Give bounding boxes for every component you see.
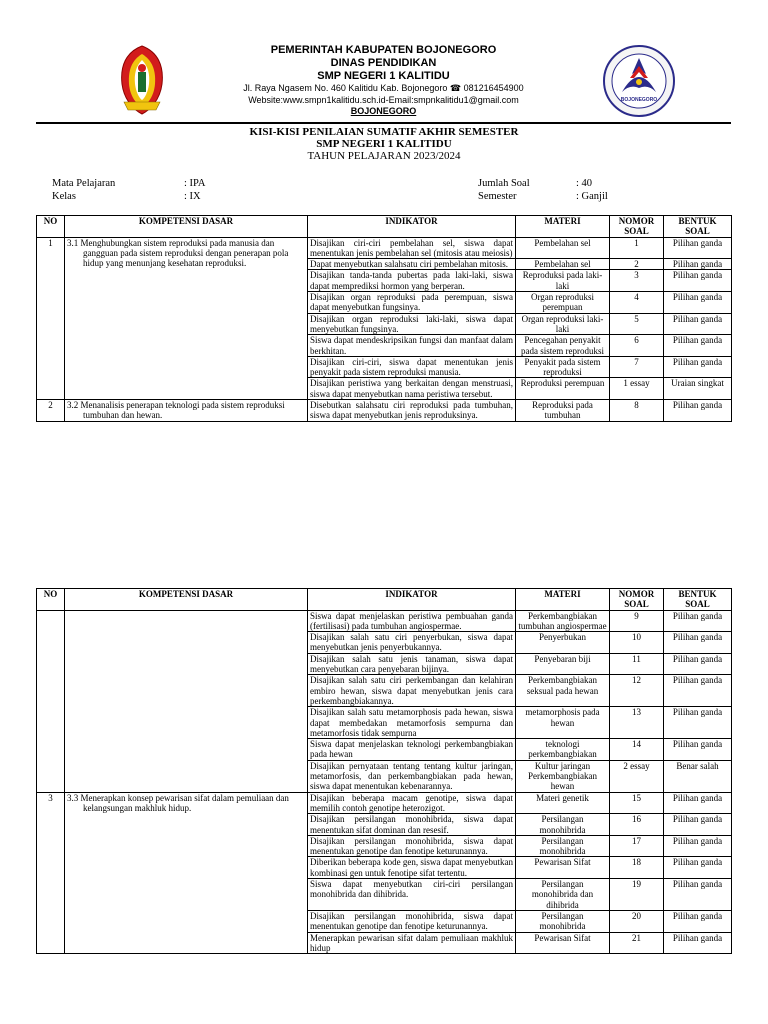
indicator-cell: Disajikan beberapa macam genotipe, siswa dapat memilih contoh genotipe heterozigot. [308, 792, 516, 814]
class-label: Kelas [52, 190, 76, 202]
competency-text: 3.1 Menghubungkan sistem reproduksi pada manusia dan gangguan pada sistem reproduksi dengan penerapan pola hidup yang menunjang kesehatan reproduksi. [67, 237, 289, 269]
material-cell: Persilangan monohibrida [516, 910, 610, 932]
material-cell: metamorphosis pada hewan [516, 707, 610, 739]
question-number-cell: 21 [610, 932, 664, 954]
indicator-cell: Dapat menyebutkan salahsatu ciri pembelahan mitosis. [308, 259, 516, 270]
material-cell: teknologi perkembangbiakan [516, 739, 610, 761]
question-number-cell: 1 [610, 237, 664, 259]
document-title [0, 126, 768, 162]
competency-cell [65, 237, 308, 399]
title-line-2: SMP NEGERI 1 KALITIDU [316, 138, 452, 150]
header-question-number: NOMOR SOAL [610, 216, 664, 238]
subject-value: : IPA [184, 178, 206, 189]
row-number-cell: 3 [37, 792, 65, 953]
indicator-cell: Disajikan peristiwa yang berkaitan dengan menstruasi, siswa dapat menyebutkan nama peristiwa tersebut. [308, 378, 516, 400]
indicator-cell: Siswa dapat menjelaskan teknologi perkembangbiakan pada hewan [308, 739, 516, 761]
table-row [37, 400, 732, 422]
indicator-cell: Disajikan ciri-ciri, siswa dapat menentukan jenis penyakit pada sistem reproduksi manusia. [308, 356, 516, 378]
material-cell: Perkembangbiakan tumbuhan angiospermae [516, 610, 610, 632]
question-type-cell: Pilihan ganda [664, 675, 732, 707]
indicator-cell: Siswa dapat mendeskripsikan fungsi dan manfaat dalam berkhitan. [308, 335, 516, 357]
material-cell: Reproduksi pada tumbuhan [516, 400, 610, 422]
indicator-cell: Disajikan salah satu jenis tanaman, siswa dapat menyebutkan cara penyebaran bijinya. [308, 653, 516, 675]
question-type-cell: Pilihan ganda [664, 270, 732, 292]
indicator-cell: Disebutkan salahsatu ciri reproduksi pada tumbuhan, siswa dapat menyebutkan jenis reproduksinya. [308, 400, 516, 422]
question-number-cell: 15 [610, 792, 664, 814]
material-cell: Pembelahan sel [516, 237, 610, 259]
question-number-cell: 20 [610, 910, 664, 932]
title-line-1: KISI-KISI PENILAIAN SUMATIF AKHIR SEMESTER [249, 126, 519, 138]
row-number-cell [37, 610, 65, 792]
header-material: MATERI [516, 216, 610, 238]
material-cell: Persilangan monohibrida [516, 835, 610, 857]
material-cell: Pewarisan Sifat [516, 932, 610, 954]
school-contact: Website:www.smpn1kalitidu.sch.id-Email:smpnkalitidu1@gmail.com [248, 94, 519, 105]
question-type-cell: Pilihan ganda [664, 632, 732, 654]
question-type-cell: Benar salah [664, 760, 732, 792]
indicator-cell: Disajikan ciri-ciri pembelahan sel, siswa dapat menentukan jenis pembelahan sel (mitosis atau meiosis) [308, 237, 516, 259]
question-number-cell: 2 [610, 259, 664, 270]
question-type-cell: Pilihan ganda [664, 857, 732, 879]
indicator-cell: Siswa dapat menyebutkan ciri-ciri persilangan monohibrida dan dihibrida. [308, 879, 516, 911]
letterhead [36, 40, 731, 122]
subject-label: Mata Pelajaran [52, 178, 116, 189]
indicator-cell: Disajikan persilangan monohibrida, siswa dapat menentukan genotipe dan fenotipe keturunannya. [308, 910, 516, 932]
school-name: SMP NEGERI 1 KALITIDU [317, 70, 450, 82]
question-type-cell: Pilihan ganda [664, 932, 732, 954]
question-number-cell: 4 [610, 292, 664, 314]
question-number-cell: 10 [610, 632, 664, 654]
letterhead-divider [36, 122, 731, 124]
indicator-cell: Disajikan organ reproduksi laki-laki, siswa dapat menyebutkan fungsinya. [308, 313, 516, 335]
indicator-cell: Disajikan salah satu metamorphosis pada hewan, siswa dapat membedakan metamorfosis sempurna dan metamorfosis tidak sempurna [308, 707, 516, 739]
competency-cell [65, 610, 308, 792]
indicator-cell: Diberikan beberapa kode gen, siswa dapat menyebutkan kombinasi gen untuk fenotipe sifat tertentu. [308, 857, 516, 879]
indicator-cell: Disajikan persilangan monohibrida, siswa dapat menentukan genotipe dan fenotipe keturunannya. [308, 835, 516, 857]
indicator-cell: Disajikan salah satu ciri penyerbukan, siswa dapat menyebutkan jenis penyerbukannya. [308, 632, 516, 654]
question-type-cell: Pilihan ganda [664, 653, 732, 675]
competency-text: 3.2 Menanalisis penerapan teknologi pada sistem reproduksi tumbuhan dan hewan. [67, 400, 285, 421]
header-kd: KOMPETENSI DASAR [65, 216, 308, 238]
question-type-cell: Uraian singkat [664, 378, 732, 400]
material-cell: Pembelahan sel [516, 259, 610, 270]
question-number-cell: 1 essay [610, 378, 664, 400]
semester-value: : Ganjil [576, 190, 608, 202]
school-city: BOJONEGORO [350, 106, 417, 116]
question-type-cell: Pilihan ganda [664, 610, 732, 632]
material-cell: Penyebaran biji [516, 653, 610, 675]
question-type-cell: Pilihan ganda [664, 739, 732, 761]
material-cell: Penyerbukan [516, 632, 610, 654]
material-cell: Organ reproduksi perempuan [516, 292, 610, 314]
question-type-cell: Pilihan ganda [664, 237, 732, 259]
indicator-cell: Disajikan organ reproduksi pada perempuan, siswa dapat menyebutkan fungsinya. [308, 292, 516, 314]
material-cell: Pewarisan Sifat [516, 857, 610, 879]
material-cell: Materi genetik [516, 792, 610, 814]
table-header-row [37, 589, 732, 611]
header-no: NO [37, 216, 65, 238]
question-type-cell: Pilihan ganda [664, 814, 732, 836]
header-indicator: INDIKATOR [308, 589, 516, 611]
material-cell: Penyakit pada sistem reproduksi [516, 356, 610, 378]
question-type-cell: Pilihan ganda [664, 356, 732, 378]
indicator-cell: Disajikan persilangan monohibrida, siswa dapat menentukan sifat dominan dan resesif. [308, 814, 516, 836]
question-number-cell: 6 [610, 335, 664, 357]
header-no: NO [37, 589, 65, 611]
question-type-cell: Pilihan ganda [664, 835, 732, 857]
material-cell: Persilangan monohibrida [516, 814, 610, 836]
question-number-cell: 13 [610, 707, 664, 739]
header-question-type: BENTUK SOAL [664, 589, 732, 611]
table-row [37, 610, 732, 632]
competency-text: 3.3 Menerapkan konsep pewarisan sifat dalam pemuliaan dan kelangsungan makhluk hidup. [67, 792, 289, 813]
material-cell: Reproduksi perempuan [516, 378, 610, 400]
header-question-number: NOMOR SOAL [610, 589, 664, 611]
question-number-cell: 17 [610, 835, 664, 857]
material-cell: Persilangan monohibrida dan dihibrida [516, 879, 610, 911]
school-logo-icon [602, 44, 676, 118]
grid-table-1 [36, 215, 732, 422]
question-number-cell: 8 [610, 400, 664, 422]
question-type-cell: Pilihan ganda [664, 792, 732, 814]
question-type-cell: Pilihan ganda [664, 259, 732, 270]
question-number-cell: 5 [610, 313, 664, 335]
question-type-cell: Pilihan ganda [664, 879, 732, 911]
grid-table-2 [36, 588, 732, 954]
question-type-cell: Pilihan ganda [664, 313, 732, 335]
material-cell: Pencegahan penyakit pada sistem reproduksi [516, 335, 610, 357]
question-number-cell: 14 [610, 739, 664, 761]
department-name: DINAS PENDIDIKAN [330, 57, 437, 69]
meta-right [478, 178, 608, 203]
question-number-cell: 7 [610, 356, 664, 378]
material-cell: Kultur jaringan Perkembangbiakan hewan [516, 760, 610, 792]
question-number-cell: 18 [610, 857, 664, 879]
row-number-cell: 1 [37, 237, 65, 399]
school-address: Jl. Raya Ngasem No. 460 Kalitidu Kab. Bojonegoro ☎ 081216454900 [243, 83, 524, 93]
question-number-cell: 3 [610, 270, 664, 292]
indicator-cell: Disajikan salah satu ciri perkembangan dan kelahiran embiro hewan, siswa dapat menyebutkan jenis cara perkembangbiakannya. [308, 675, 516, 707]
question-number-cell: 16 [610, 814, 664, 836]
indicator-cell: Disajikan tanda-tanda pubertas pada laki-laki, siswa dapat memprediksi hormon yang berperan. [308, 270, 516, 292]
question-number-cell: 11 [610, 653, 664, 675]
header-kd: KOMPETENSI DASAR [65, 589, 308, 611]
question-type-cell: Pilihan ganda [664, 910, 732, 932]
competency-cell [65, 400, 308, 422]
header-material: MATERI [516, 589, 610, 611]
meta-left [52, 178, 206, 203]
material-cell: Reproduksi pada laki-laki [516, 270, 610, 292]
row-number-cell: 2 [37, 400, 65, 422]
table-header-row [37, 216, 732, 238]
question-number-cell: 9 [610, 610, 664, 632]
question-number-cell: 2 essay [610, 760, 664, 792]
question-number-cell: 19 [610, 879, 664, 911]
class-value: : IX [184, 190, 201, 202]
question-type-cell: Pilihan ganda [664, 400, 732, 422]
table-row [37, 237, 732, 259]
question-count-value: : 40 [576, 178, 593, 189]
question-number-cell: 12 [610, 675, 664, 707]
competency-cell [65, 792, 308, 953]
header-question-type: BENTUK SOAL [664, 216, 732, 238]
question-type-cell: Pilihan ganda [664, 335, 732, 357]
indicator-cell: Disajikan pernyataan tentang tentang kultur jaringan, metamorfosis, dan perkembangbiakan pada hewan, siswa dapat menentukan kebenarannya. [308, 760, 516, 792]
semester-label: Semester [478, 190, 517, 202]
material-cell: Organ reproduksi laki-laki [516, 313, 610, 335]
indicator-cell: Siswa dapat menjelaskan peristiwa pembuahan ganda (fertilisasi) pada tumbuhan angiospermae. [308, 610, 516, 632]
government-name: PEMERINTAH KABUPATEN BOJONEGORO [270, 44, 497, 56]
title-line-3: TAHUN PELAJARAN 2023/2024 [307, 150, 461, 162]
table-row [37, 792, 732, 814]
indicator-cell: Menerapkan pewarisan sifat dalam pemuliaan makhluk hidup [308, 932, 516, 954]
question-count-label: Jumlah Soal [478, 178, 530, 189]
school-logo-caption: BOJONEGORO [620, 97, 658, 103]
header-indicator: INDIKATOR [308, 216, 516, 238]
question-type-cell: Pilihan ganda [664, 707, 732, 739]
question-type-cell: Pilihan ganda [664, 292, 732, 314]
material-cell: Perkembangbiakan seksual pada hewan [516, 675, 610, 707]
